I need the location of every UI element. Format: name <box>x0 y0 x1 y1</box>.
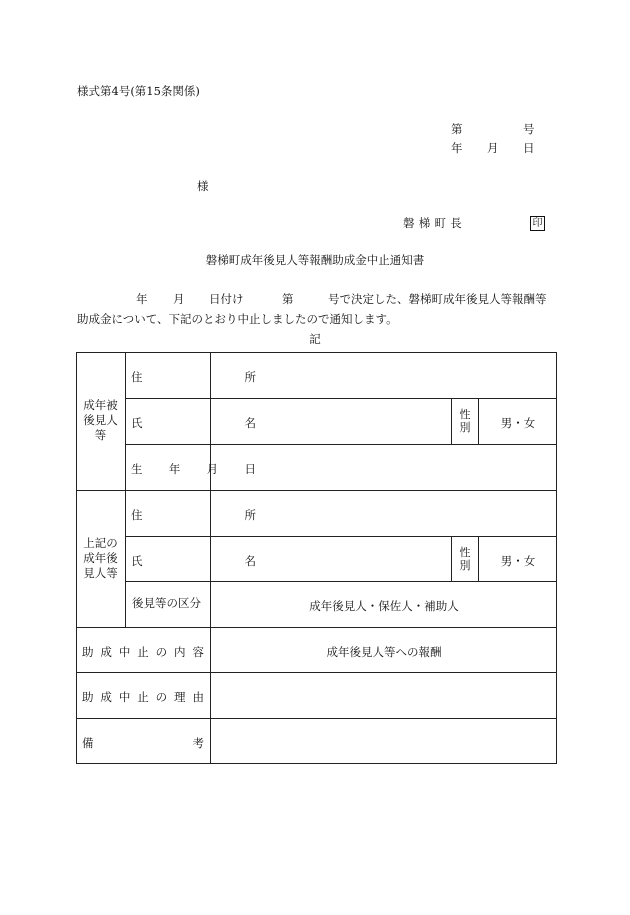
guardian-label-line: 成年後 <box>83 551 118 565</box>
guardian-label-line: 上記の <box>83 536 118 550</box>
row-divider <box>76 490 557 491</box>
label-char: 助 <box>82 690 94 704</box>
label-char: 日 <box>244 462 256 476</box>
guardian-address-label <box>131 507 256 523</box>
table-border-top <box>76 352 557 353</box>
date-year: 年 <box>451 141 463 155</box>
body-text: 号で決定した、磐梯町成年後見人等報酬等 <box>328 292 547 306</box>
label-char: 別 <box>459 559 471 572</box>
body-dated: 日付け <box>209 292 244 306</box>
label-char: 氏 <box>131 416 143 430</box>
recipient-salutation: 様 <box>197 179 209 193</box>
label-char: 年 <box>168 462 181 476</box>
label-char: 考 <box>192 736 204 750</box>
label-char: 中 <box>118 690 131 704</box>
ward-birthdate-label <box>131 461 256 477</box>
label-char: 所 <box>244 370 256 384</box>
label-char: 生 <box>131 462 143 476</box>
ward-label-line: 成年被 <box>83 398 118 412</box>
guardian-type-label: 後見等の区分 <box>132 596 201 610</box>
label-char: 名 <box>244 416 256 430</box>
label-char: 備 <box>82 736 94 750</box>
remarks-label <box>82 735 204 751</box>
details-table <box>76 352 557 764</box>
stop-reason-label <box>82 689 204 705</box>
label-char: 止 <box>137 690 149 704</box>
label-char: 月 <box>206 462 219 476</box>
label-char: 中 <box>118 645 131 659</box>
guardian-name-label <box>131 553 256 569</box>
label-char: 名 <box>244 554 256 568</box>
row-divider <box>76 672 557 673</box>
seal-stamp: 印 <box>530 216 545 231</box>
label-char: 助 <box>82 645 94 659</box>
row-divider <box>76 718 557 719</box>
label-char: 成 <box>100 690 112 704</box>
date-day: 日 <box>523 141 535 155</box>
label-char: 内 <box>174 645 186 659</box>
ward-sex-value: 男・女 <box>500 416 536 430</box>
label-char: 住 <box>131 508 143 522</box>
body-year: 年 <box>136 292 148 306</box>
document-title: 磐梯町成年後見人等報酬助成金中止通知書 <box>205 253 425 267</box>
label-char: 別 <box>459 421 471 434</box>
label-char: 止 <box>137 645 149 659</box>
ward-name-label <box>131 415 256 431</box>
row-divider <box>125 536 557 537</box>
body-line-1 <box>136 294 556 308</box>
table-border-bottom <box>76 763 557 764</box>
guardian-group-label <box>76 536 125 581</box>
row-divider <box>76 627 557 628</box>
row-divider <box>125 444 557 445</box>
body-month: 月 <box>173 292 185 306</box>
ward-sex-label <box>452 408 478 434</box>
label-char: の <box>155 690 168 704</box>
stop-content-value: 成年後見人等への報酬 <box>326 645 442 659</box>
label-char: 氏 <box>131 554 143 568</box>
form-number-label: 様式第4号(第15条関係) <box>77 84 200 98</box>
date-month: 月 <box>487 141 499 155</box>
label-char: 性 <box>459 546 471 559</box>
body-line-2: 助成金について、下記のとおり中止しましたので通知します。 <box>77 312 398 326</box>
label-char: の <box>155 645 168 659</box>
label-char: 住 <box>131 370 143 384</box>
ward-group-label <box>76 398 125 443</box>
ki-heading: 記 <box>309 332 321 346</box>
guardian-sex-label <box>452 546 478 572</box>
label-char: 所 <box>244 508 256 522</box>
ward-label-line: 等 <box>94 428 107 442</box>
guardian-sex-value: 男・女 <box>500 554 536 568</box>
ward-address-label <box>131 369 256 385</box>
label-char: 由 <box>192 690 204 704</box>
number-suffix: 号 <box>523 122 535 136</box>
label-char: 容 <box>192 645 204 659</box>
ward-label-line: 後見人 <box>83 413 118 427</box>
number-prefix: 第 <box>451 122 463 136</box>
issuer-mayor: 磐 梯 町 長 <box>403 216 463 230</box>
row-divider <box>125 398 557 399</box>
label-char: 成 <box>100 645 112 659</box>
label-char: 理 <box>174 690 186 704</box>
col-divider <box>125 352 126 628</box>
guardian-label-line: 見人等 <box>83 566 118 580</box>
guardian-type-value: 成年後見人・保佐人・補助人 <box>309 599 459 613</box>
label-char: 性 <box>459 408 471 421</box>
body-no: 第 <box>282 292 294 306</box>
stop-content-label <box>82 644 204 660</box>
row-divider <box>125 581 557 582</box>
